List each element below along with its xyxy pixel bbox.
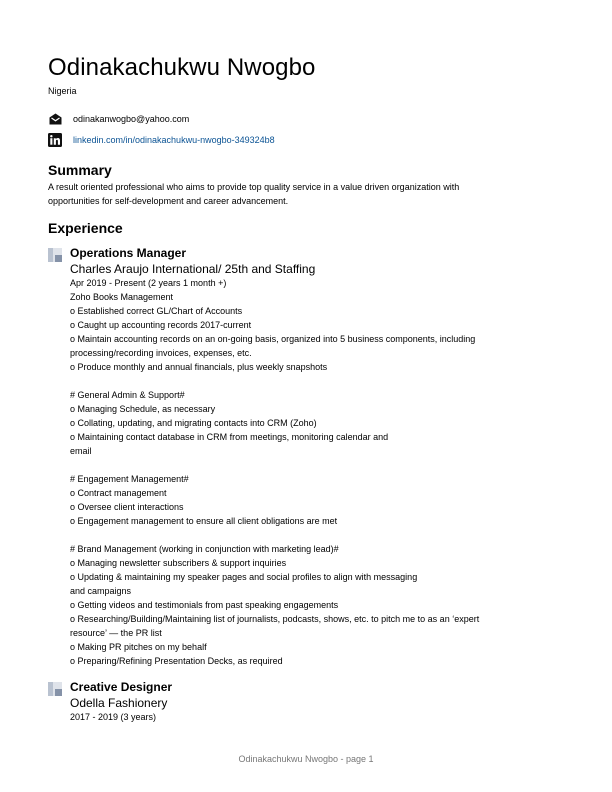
- summary-heading: Summary: [48, 162, 112, 178]
- description-line: [70, 528, 568, 542]
- description-line: # Brand Management (working in conjunction with marketing lead)#: [70, 544, 339, 554]
- description-line: o Oversee client interactions: [70, 502, 184, 512]
- linkedin-icon: [48, 133, 62, 147]
- description-line: [70, 374, 568, 388]
- description-line: o Making PR pitches on my behalf: [70, 642, 207, 652]
- description-line: o Contract management: [70, 488, 167, 498]
- description-line: processing/recording invoices, expenses, etc.: [70, 348, 252, 358]
- description-line: [70, 458, 568, 472]
- description-line: o Produce monthly and annual financials, plus weekly snapshots: [70, 362, 328, 372]
- company-name: Charles Araujo International/ 25th and Staffing: [70, 262, 316, 276]
- description-line: o Maintaining contact database in CRM from meetings, monitoring calendar and: [70, 432, 389, 442]
- description-line: o Engagement management to ensure all client obligations are met: [70, 516, 338, 526]
- resume-page: [48, 54, 568, 724]
- description-line: email: [70, 446, 92, 456]
- candidate-name: Odinakachukwu Nwogbo: [48, 54, 316, 81]
- job-entry: [48, 680, 568, 724]
- summary-line: opportunities for self-development and career advancement.: [48, 196, 289, 206]
- linkedin-row: [48, 132, 568, 148]
- description-line: # General Admin & Support#: [70, 390, 185, 400]
- description-line: o Maintain accounting records on an on-going basis, organized into 5 business components, including: [70, 334, 476, 344]
- company-logo-icon: [48, 248, 62, 262]
- description-line: # Engagement Management#: [70, 474, 189, 484]
- description-line: o Managing newsletter subscribers & support inquiries: [70, 558, 287, 568]
- description-line: o Collating, updating, and migrating contacts into CRM (Zoho): [70, 418, 317, 428]
- email-text[interactable]: odinakanwogbo@yahoo.com: [73, 114, 190, 124]
- description-line: o Updating & maintaining my speaker pages and social profiles to align with messaging: [70, 572, 418, 582]
- description-line: o Managing Schedule, as necessary: [70, 404, 216, 414]
- job-title: Operations Manager: [70, 246, 187, 260]
- company-name: Odella Fashionery: [70, 696, 168, 710]
- description-line: Zoho Books Management: [70, 292, 174, 302]
- summary-line: A result oriented professional who aims to provide top quality service in a value driven organization with: [48, 182, 460, 192]
- job-title: Creative Designer: [70, 680, 173, 694]
- job-description: [70, 290, 568, 668]
- description-line: o Researching/Building/Maintaining list of journalists, podcasts, shows, etc. to pitch me to as an ‘expert: [70, 614, 480, 624]
- description-line: and campaigns: [70, 586, 132, 596]
- description-line: o Getting videos and testimonials from past speaking engagements: [70, 600, 339, 610]
- description-line: o Established correct GL/Chart of Accounts: [70, 306, 243, 316]
- job-entry: [48, 246, 568, 668]
- company-logo-icon: [48, 682, 62, 696]
- job-dates: Apr 2019 - Present (2 years 1 month +): [70, 278, 227, 288]
- description-line: o Preparing/Refining Presentation Decks, as required: [70, 656, 283, 666]
- linkedin-link[interactable]: linkedin.com/in/odinakachukwu-nwogbo-349324b8: [73, 135, 275, 145]
- envelope-icon: [48, 112, 62, 126]
- page-footer: Odinakachukwu Nwogbo - page 1: [238, 754, 374, 764]
- description-line: o Caught up accounting records 2017-current: [70, 320, 252, 330]
- summary-text: [48, 180, 568, 208]
- email-row: [48, 111, 568, 127]
- description-line: resource’ — the PR list: [70, 628, 162, 638]
- experience-heading: Experience: [48, 220, 123, 236]
- candidate-location: Nigeria: [48, 86, 77, 96]
- job-dates: 2017 - 2019 (3 years): [70, 712, 157, 722]
